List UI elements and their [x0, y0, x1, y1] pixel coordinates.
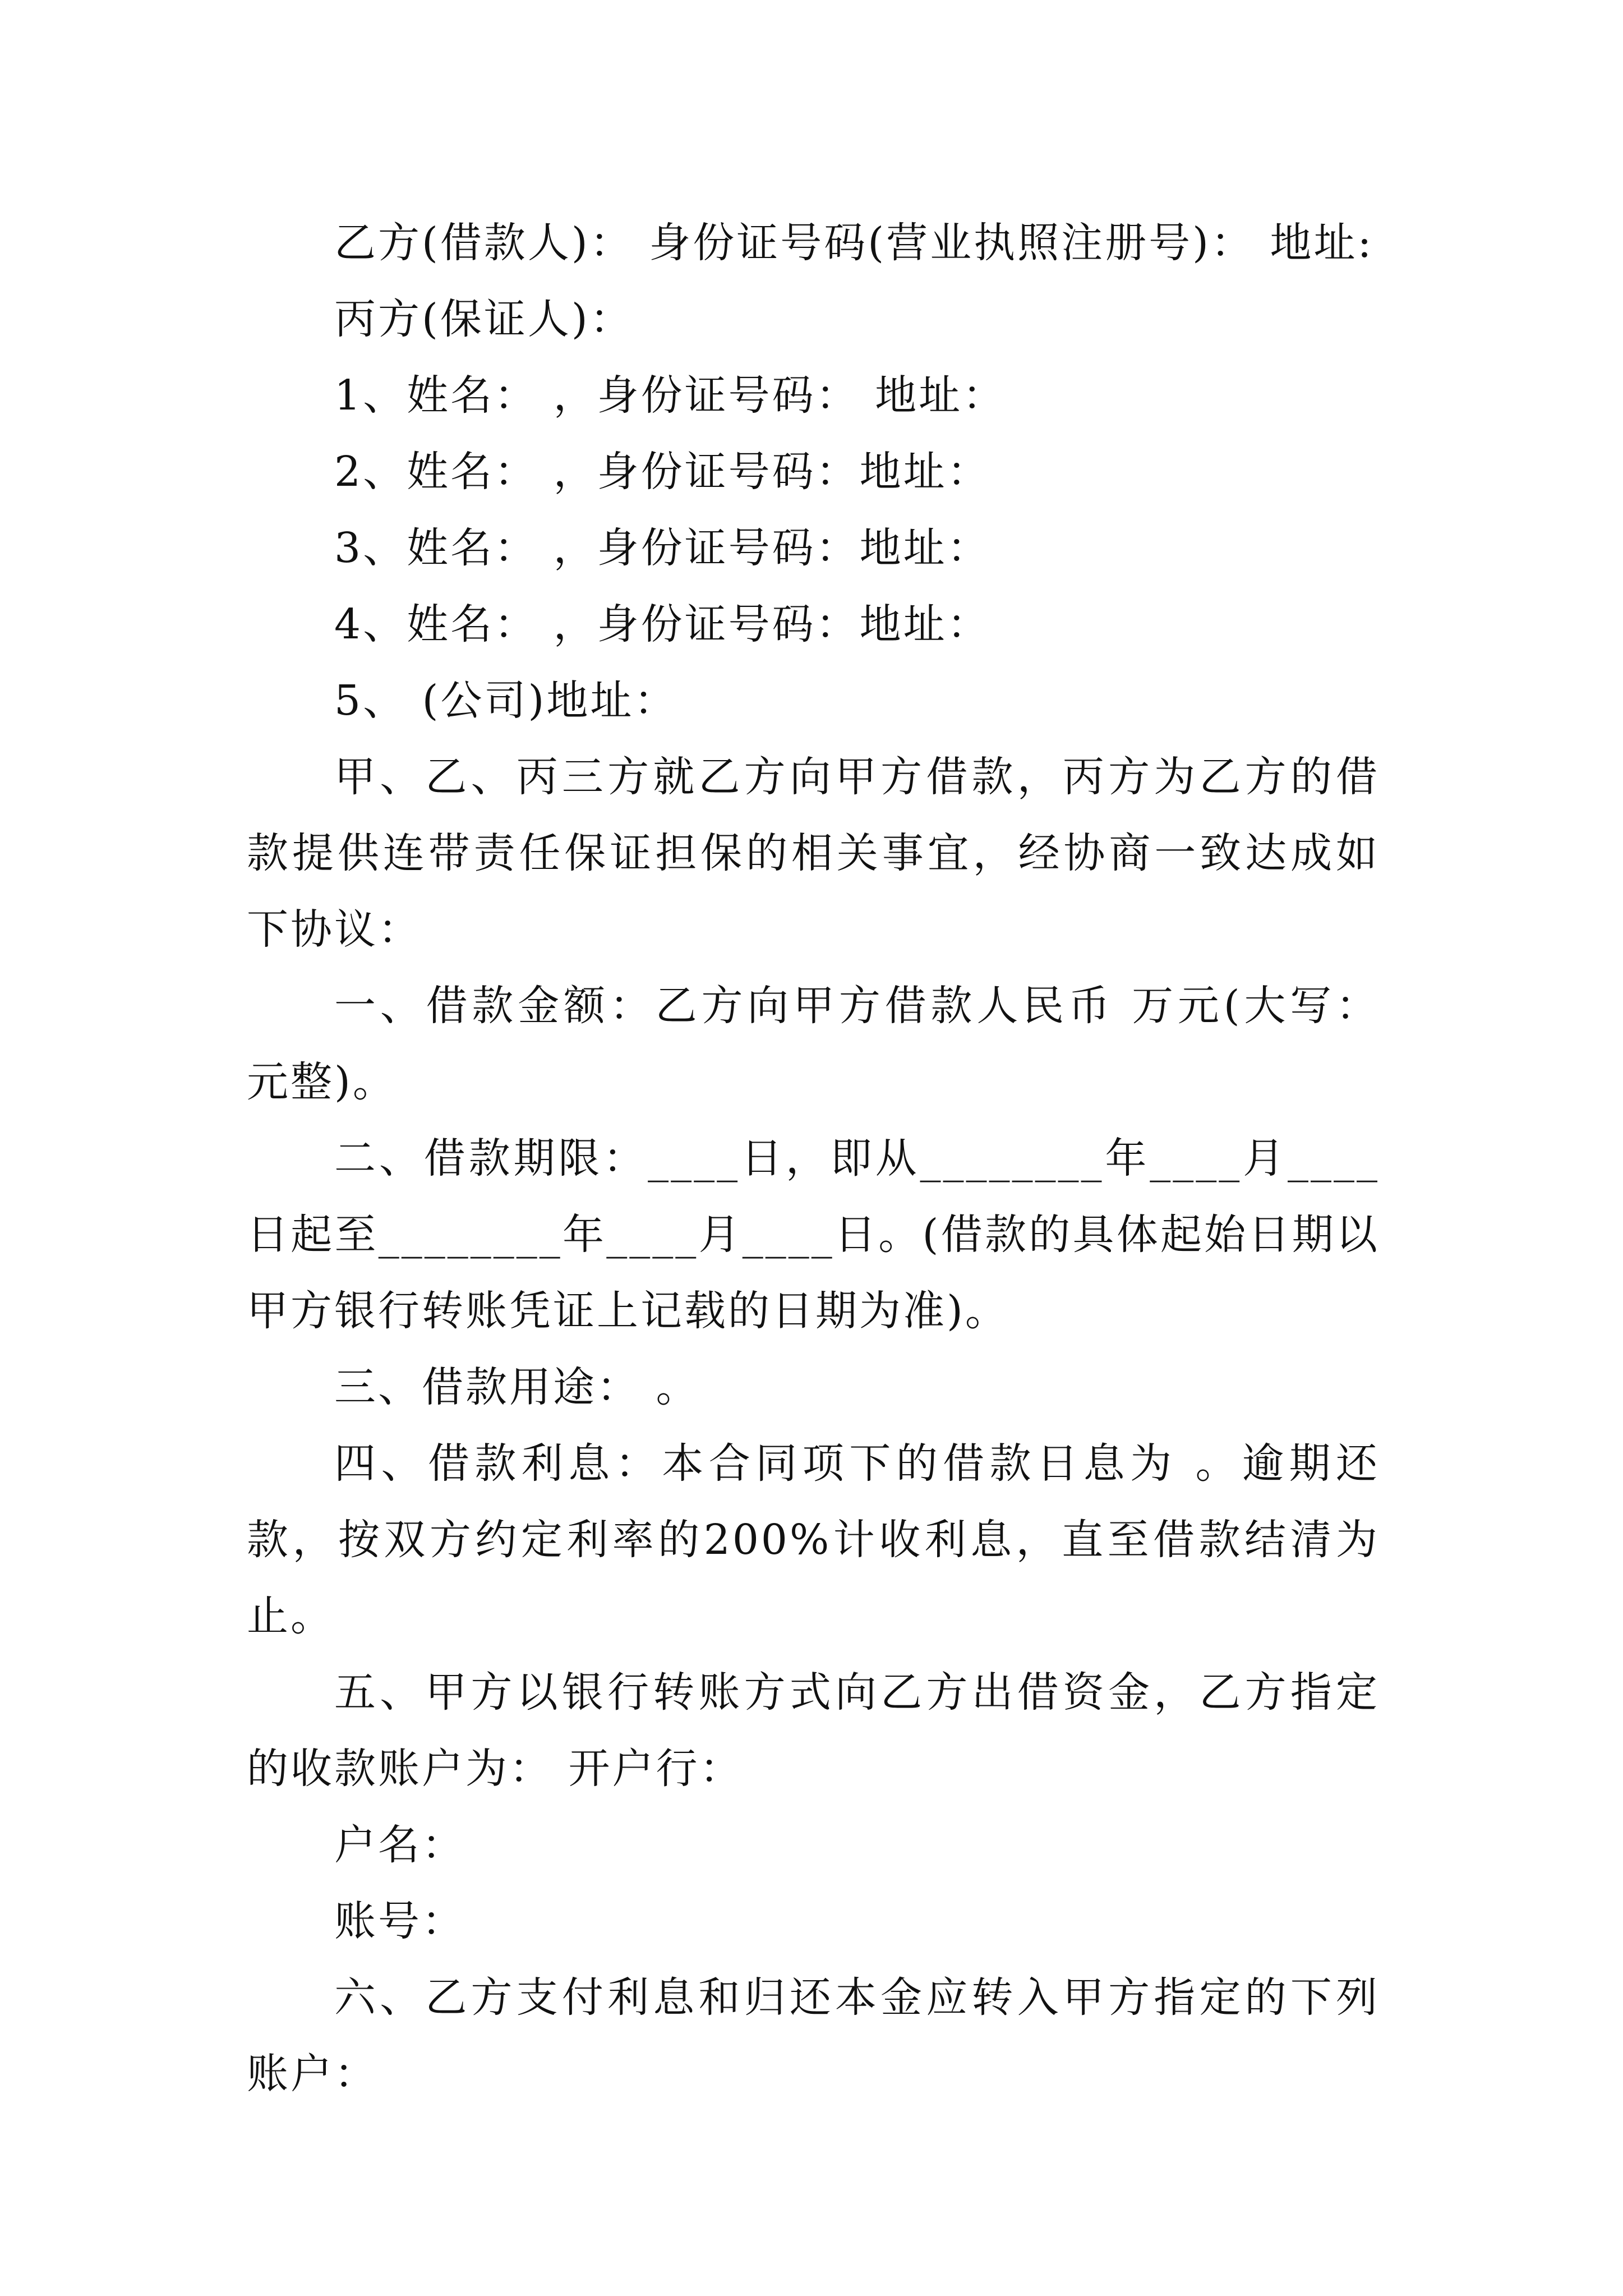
- agreement-preamble: 甲、乙、丙三方就乙方向甲方借款，丙方为乙方的借款提供连带责任保证担保的相关事宜，经协商一致达成如下协议：: [247, 753, 1380, 954]
- clause-5-receiving-account: 五、甲方以银行转账方式向乙方出借资金，乙方指定的收款账户为： 开户行：: [247, 1668, 1380, 1793]
- guarantor-1-line: 1、姓名： ，身份证号码： 地址：: [334, 371, 1007, 420]
- clause-6-repayment-account: 六、乙方支付利息和归还本金应转入甲方指定的下列账户：: [247, 1973, 1380, 2098]
- clause-4-loan-interest: 四、借款利息：本合同项下的借款日息为 。逾期还款，按双方约定利率的200%计收利息，直至借款结清为止。: [247, 1439, 1380, 1640]
- guarantor-3-line: 3、姓名： ，身份证号码：地址：: [334, 524, 991, 572]
- contract-body: [247, 205, 1395, 2112]
- party-b-line: 乙方(借款人)： 身份证号码(营业执照注册号)： 地址:: [334, 219, 1374, 267]
- party-c-heading: 丙方(保证人)：: [334, 295, 634, 343]
- account-name-line: 户名：: [334, 1821, 465, 1869]
- guarantor-4-line: 4、姓名： ，身份证号码：地址：: [334, 600, 991, 648]
- clause-2-loan-term: 二、借款期限：____日，即从________年____月____日起至________年____月____日。(借款的具体起始日期以甲方银行转账凭证上记载的日期为准)。: [247, 1134, 1380, 1335]
- clause-3-loan-purpose: 三、借款用途： 。: [334, 1363, 700, 1411]
- guarantor-2-line: 2、姓名： ，身份证号码：地址：: [334, 448, 991, 496]
- clause-1-loan-amount: 一、借款金额：乙方向甲方借款人民币 万元(大写： 元整)。: [247, 982, 1395, 1106]
- account-number-line: 账号：: [334, 1897, 465, 1945]
- guarantor-5-line: 5、 (公司)地址：: [334, 677, 678, 725]
